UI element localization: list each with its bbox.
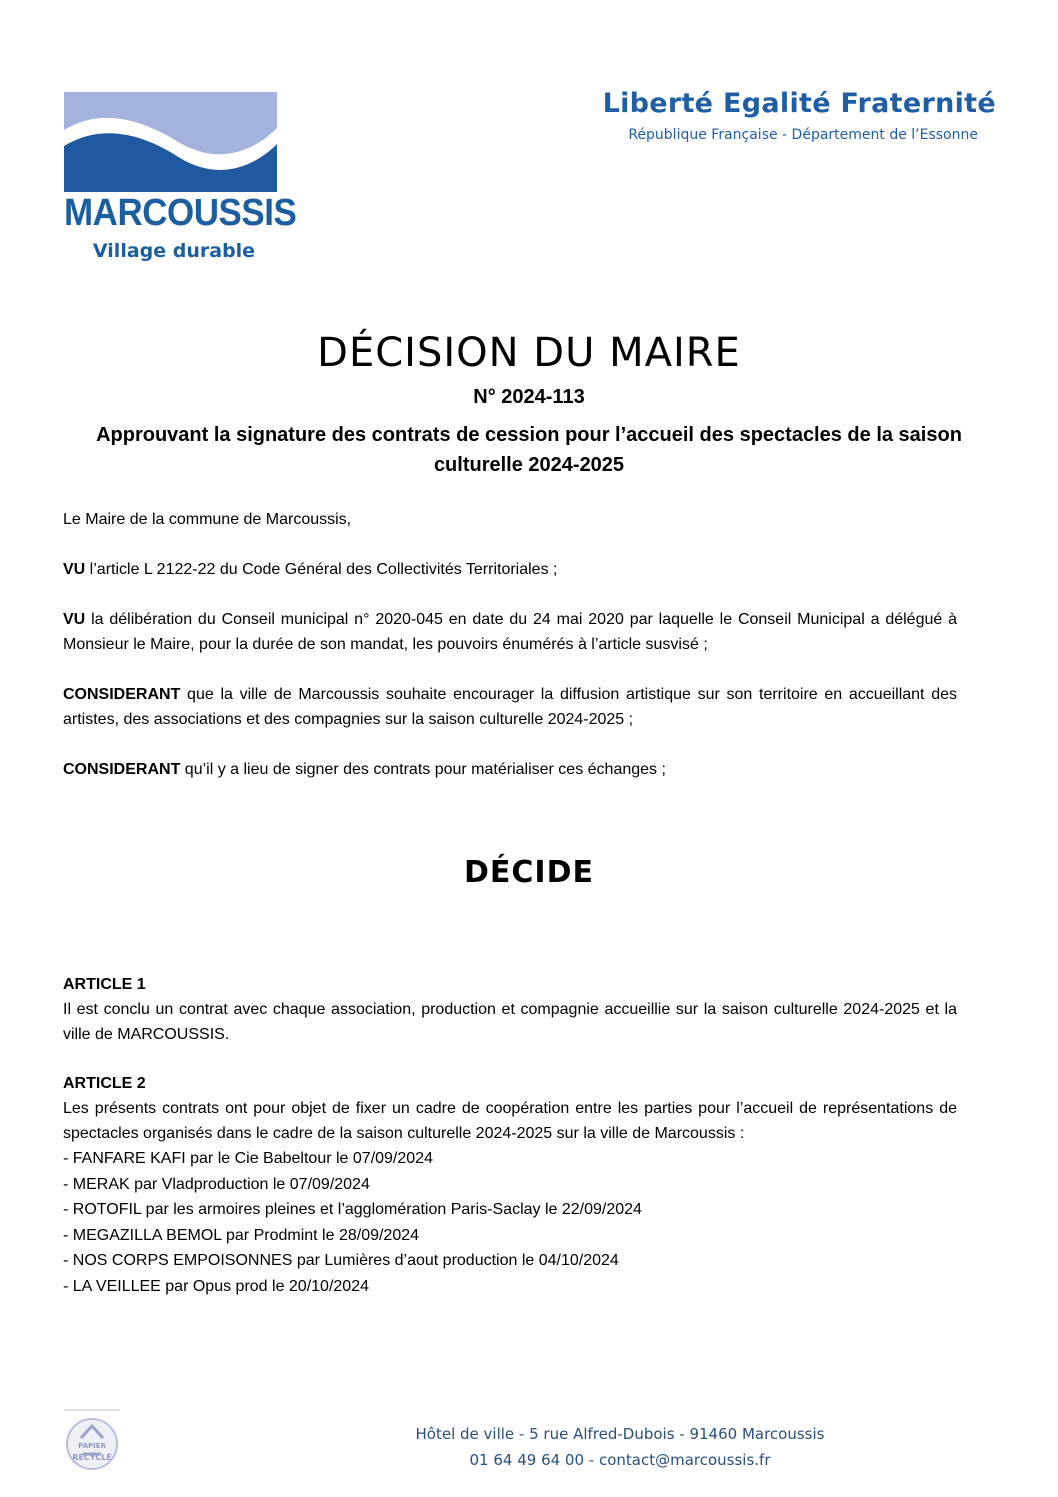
wave-emblem-icon xyxy=(60,88,282,192)
list-item: - MEGAZILLA BEMOL par Prodmint le 28/09/2024 xyxy=(63,1226,420,1244)
republic-department: République Française - Département de l’Essonne xyxy=(628,127,978,143)
decide-heading: DÉCIDE xyxy=(464,855,594,890)
recycled-paper-icon xyxy=(63,1408,121,1474)
decision-subtitle: Approuvant la signature des contrats de cession pour l’accueil des spectacles de la saison culturelle 2024-2025 xyxy=(96,424,962,476)
svg-text:RECYCLÉ: RECYCLÉ xyxy=(72,1453,112,1462)
article-2-title: ARTICLE 2 xyxy=(63,1075,146,1092)
article-1-text: Il est conclu un contrat avec chaque association, production et compagnie accueillie sur la saison culturelle 2024-2025 et la ville de MARCOUSSIS. xyxy=(63,1001,957,1043)
vu-label: VU xyxy=(63,611,86,628)
intro-paragraph: Le Maire de la commune de Marcoussis, xyxy=(63,511,352,528)
vu-label: VU xyxy=(63,561,86,578)
list-item: - FANFARE KAFI par le Cie Babeltour le 07/09/2024 xyxy=(63,1150,433,1167)
considerant-paragraph-2 xyxy=(63,757,957,782)
shows-list xyxy=(63,1146,957,1300)
preamble xyxy=(63,507,957,807)
considerant-text: que la ville de Marcoussis souhaite encourager la diffusion artistique sur son territoire en accueillant des artistes, des associations et des compagnies sur la saison culturelle 2024-2025 ; xyxy=(63,686,957,728)
footer-address: Hôtel de ville - 5 rue Alfred-Dubois - 91460 Marcoussis xyxy=(415,1425,825,1443)
footer-contact: 01 64 49 64 00 - contact@marcoussis.fr xyxy=(469,1451,771,1469)
logo-tagline: Village durable xyxy=(92,240,256,262)
vu-text: la délibération du Conseil municipal n° 2020-045 en date du 24 mai 2020 par laquelle le Conseil Municipal a délégué à Monsieur le Maire, pour la durée de son mandat, les pouvoirs énumérés à l’article susvisé ; xyxy=(63,611,957,653)
marcoussis-logo xyxy=(60,88,297,268)
considerant-text: qu’il y a lieu de signer des contrats pour matérialiser ces échanges ; xyxy=(180,761,666,778)
articles xyxy=(63,972,957,1300)
decision-number: N° 2024-113 xyxy=(473,386,585,408)
vu-paragraph-1 xyxy=(63,557,957,582)
document-title: DÉCISION DU MAIRE xyxy=(317,330,741,376)
list-item: - NOS CORPS EMPOISONNES par Lumières d’aout production le 04/10/2024 xyxy=(63,1252,619,1270)
list-item: - ROTOFIL par les armoires pleines et l’agglomération Paris-Saclay le 22/09/2024 xyxy=(63,1201,642,1219)
logo-name: MARCOUSSIS xyxy=(64,192,297,234)
considerant-label: CONSIDERANT xyxy=(63,761,181,778)
article-2-text: Les présents contrats ont pour objet de fixer un cadre de coopération entre les parties pour l’accueil de représentations de spectacles organisés dans le cadre de la saison culturelle 2024-2025 sur la ville de Marcoussis : xyxy=(63,1100,957,1142)
vu-paragraph-2 xyxy=(63,607,957,657)
republic-motto: Liberté Egalité Fraternité xyxy=(602,88,996,119)
footer xyxy=(250,1421,990,1473)
list-item: - LA VEILLEE par Opus prod le 20/10/2024 xyxy=(63,1277,369,1295)
svg-text:PAPIER: PAPIER xyxy=(78,1442,106,1450)
list-item: - MERAK par Vladproduction le 07/09/2024 xyxy=(63,1175,370,1193)
considerant-label: CONSIDERANT xyxy=(63,686,181,703)
vu-text: l’article L 2122-22 du Code Général des Collectivités Territoriales ; xyxy=(85,561,558,578)
article-1-title: ARTICLE 1 xyxy=(63,976,146,993)
considerant-paragraph-1 xyxy=(63,682,957,732)
